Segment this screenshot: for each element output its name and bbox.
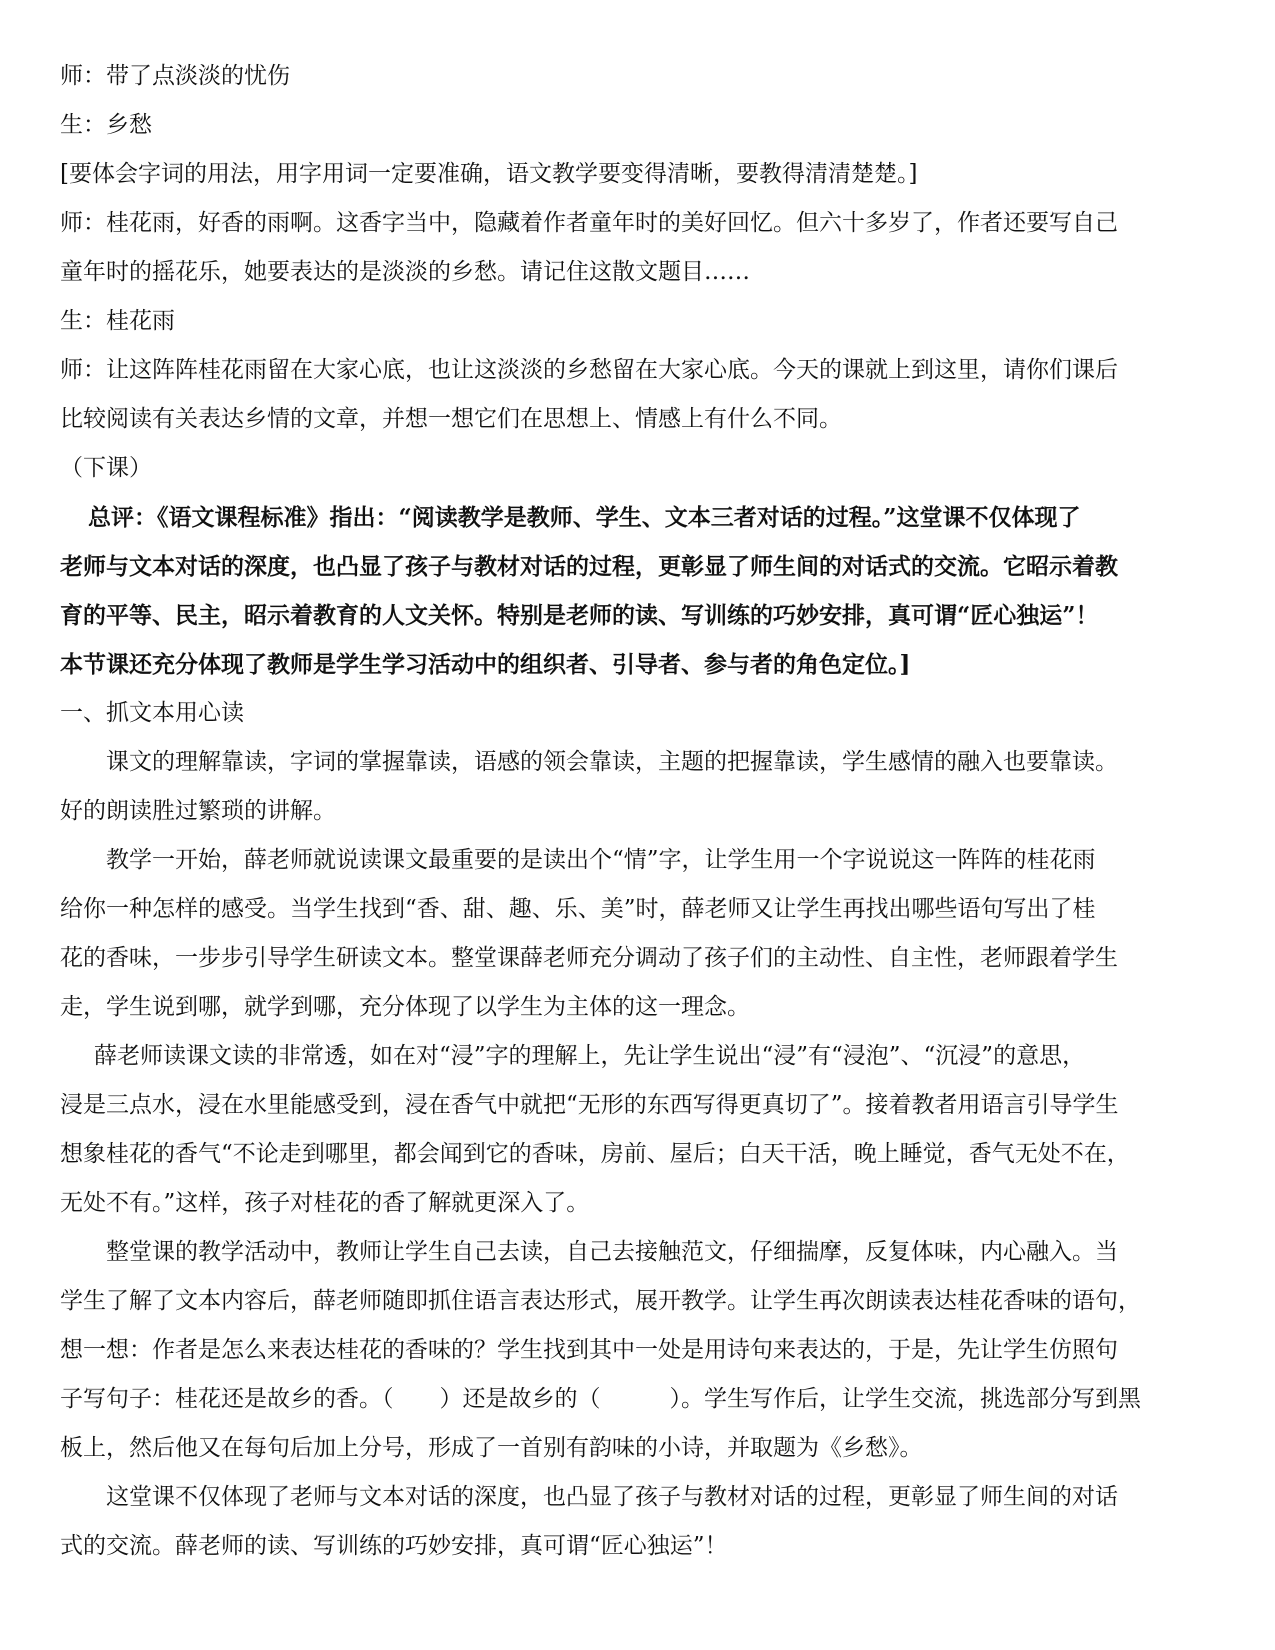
text-line: [要体会字词的用法，用字用词一定要准确，语文教学要变得清晰，要教得清清楚楚。] (60, 161, 918, 187)
summary-line: 总评：《语文课程标准》指出：“阅读教学是教师、学生、文本三者对话的过程。”这堂课不仅体现了 (88, 504, 1081, 531)
text-line: 童年时的摇花乐，她要表达的是淡淡的乡愁。请记住这散文题目…… (60, 259, 750, 285)
text-line: 学生了解了文本内容后，薛老师随即抓住语言表达形式，展开教学。让学生再次朗读表达桂花香味的语句， (60, 1288, 1141, 1314)
text-line: 想象桂花的香气“不论走到哪里，都会闻到它的香味，房前、屋后；白天干活，晚上睡觉，香气无处不在， (60, 1141, 1130, 1167)
text-line: 走，学生说到哪，就学到哪，充分体现了以学生为主体的这一理念。 (60, 994, 750, 1020)
text-line: 式的交流。薛老师的读、写训练的巧妙安排，真可谓“匠心独运”！ (60, 1533, 728, 1559)
text-line: 花的香味，一步步引导学生研读文本。整堂课薛老师充分调动了孩子们的主动性、自主性，老师跟着学生 (60, 945, 1118, 971)
summary-line: 育的平等、民主，昭示着教育的人文关怀。特别是老师的读、写训练的巧妙安排，真可谓“匠心独运”！ (60, 602, 1099, 629)
text-line: 生：桂花雨 (60, 308, 175, 334)
text-line: 一、抓文本用心读 (60, 700, 244, 726)
text-line: 课文的理解靠读，字词的掌握靠读，语感的领会靠读，主题的把握靠读，学生感情的融入也要靠读。 (106, 749, 1118, 775)
text-line: 师：带了点淡淡的忧伤 (60, 63, 290, 89)
text-line: 比较阅读有关表达乡情的文章，并想一想它们在思想上、情感上有什么不同。 (60, 406, 842, 432)
text-line: 好的朗读胜过繁琐的讲解。 (60, 798, 336, 824)
text-line: 想一想：作者是怎么来表达桂花的香味的？学生找到其中一处是用诗句来表达的，于是，先让学生仿照句 (60, 1337, 1118, 1363)
text-line: 师：桂花雨，好香的雨啊。这香字当中，隐藏着作者童年时的美好回忆。但六十多岁了，作者还要写自己 (60, 210, 1118, 236)
text-line: 这堂课不仅体现了老师与文本对话的深度，也凸显了孩子与教材对话的过程，更彰显了师生间的对话 (106, 1484, 1118, 1510)
text-line: （下课） (60, 455, 152, 481)
summary-line: 本节课还充分体现了教师是学生学习活动中的组织者、引导者、参与者的角色定位。] (60, 651, 911, 678)
text-line: 板上，然后他又在每句后加上分号，形成了一首别有韵味的小诗，并取题为《乡愁》。 (60, 1435, 923, 1461)
text-line: 子写句子：桂花还是故乡的香。（ ）还是故乡的（ ）。学生写作后，让学生交流，挑选部分写到黑 (60, 1386, 1141, 1412)
text-line: 整堂课的教学活动中，教师让学生自己去读，自己去接触范文，仔细揣摩，反复体味，内心融入。当 (106, 1239, 1118, 1265)
text-line: 教学一开始，薛老师就说读课文最重要的是读出个“情”字，让学生用一个字说说这一阵阵的桂花雨 (106, 847, 1096, 873)
text-line: 师：让这阵阵桂花雨留在大家心底，也让这淡淡的乡愁留在大家心底。今天的课就上到这里，请你们课后 (60, 357, 1118, 383)
text-line: 生：乡愁 (60, 112, 152, 138)
text-line: 无处不有。”这样，孩子对桂花的香了解就更深入了。 (60, 1190, 590, 1216)
text-line: 浸是三点水，浸在水里能感受到，浸在香气中就把“无形的东西写得更真切了”。接着教者用语言引导学生 (60, 1092, 1119, 1118)
text-line: 给你一种怎样的感受。当学生找到“香、甜、趣、乐、美”时，薛老师又让学生再找出哪些语句写出了桂 (60, 896, 1096, 922)
summary-line: 老师与文本对话的深度，也凸显了孩子与教材对话的过程，更彰显了师生间的对话式的交流。它昭示着教 (60, 553, 1118, 580)
text-line: 薛老师读课文读的非常透，如在对“浸”字的理解上，先让学生说出“浸”有“浸泡”、“沉浸”的意思， (94, 1043, 1086, 1069)
